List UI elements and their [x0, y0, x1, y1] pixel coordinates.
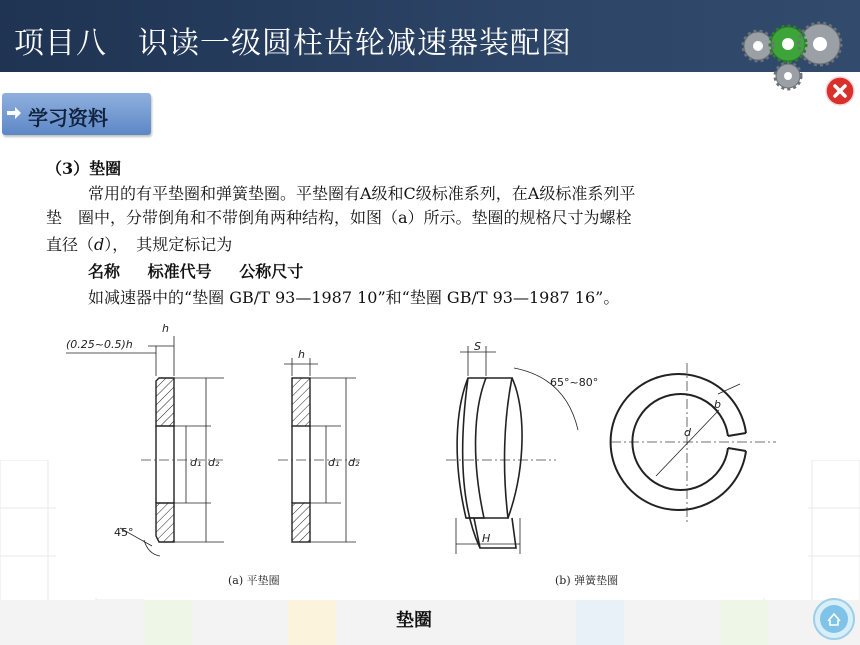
- text-run: 直径（: [46, 235, 95, 254]
- caption-flat-washer: (a) 平垫圈: [228, 574, 280, 587]
- paragraph-line: 垫 圈中，分带倒角和不带倒角两种结构，如图（a）所示。垫圈的规格尺寸为螺栓: [46, 208, 632, 227]
- dim-H: H: [482, 532, 491, 545]
- dim-d1-b: d₁: [328, 456, 340, 469]
- title-bar: [0, 0, 860, 72]
- dim-45: 45°: [114, 526, 134, 539]
- dim-angle: 65°~80°: [550, 376, 599, 389]
- section-tag-label: 学习资料: [28, 106, 108, 130]
- marking-format: [88, 260, 325, 284]
- dim-h-a: h: [162, 322, 169, 335]
- paragraph-line: 常用的有平垫圈和弹簧垫圈。平垫圈有A级和C级标准系列，在A级标准系列平: [88, 184, 636, 203]
- section-tag: [2, 93, 151, 135]
- figure-title: 垫圈: [396, 610, 432, 631]
- washer-drawing: [56, 318, 808, 598]
- dim-d2-a: d₂: [208, 456, 220, 469]
- washer-figure: [56, 318, 808, 598]
- dim-d1-a: d₁: [190, 456, 202, 469]
- dim-d2-b: d₂: [348, 456, 360, 469]
- arrow-right-icon: [6, 105, 22, 121]
- mark-code: 标准代号: [147, 262, 212, 281]
- dim-d: d: [684, 426, 691, 439]
- page-title: 项目八 识读一级圆柱齿轮减速器装配图: [14, 26, 572, 61]
- mark-size: 公称尺寸: [239, 262, 304, 281]
- dim-b: b: [714, 398, 721, 411]
- dim-s: S: [474, 340, 481, 353]
- dim-h-b: h: [298, 348, 305, 361]
- section-heading: （3）垫圈: [46, 159, 122, 178]
- example-line: 如减速器中的“垫圈 GB/T 93—1987 10”和“垫圈 GB/T 93—1987 16”。: [88, 288, 620, 307]
- mark-name: 名称: [88, 262, 121, 281]
- nav-home-icon[interactable]: [812, 597, 856, 641]
- close-icon[interactable]: [825, 76, 855, 106]
- symbol-d: d: [94, 235, 105, 254]
- paragraph-line: [46, 233, 232, 257]
- dim-chamfer: (0.25~0.5)h: [66, 338, 133, 351]
- caption-spring-washer: (b) 弹簧垫圈: [555, 574, 619, 587]
- text-run: ）， 其规定标记为: [104, 235, 233, 254]
